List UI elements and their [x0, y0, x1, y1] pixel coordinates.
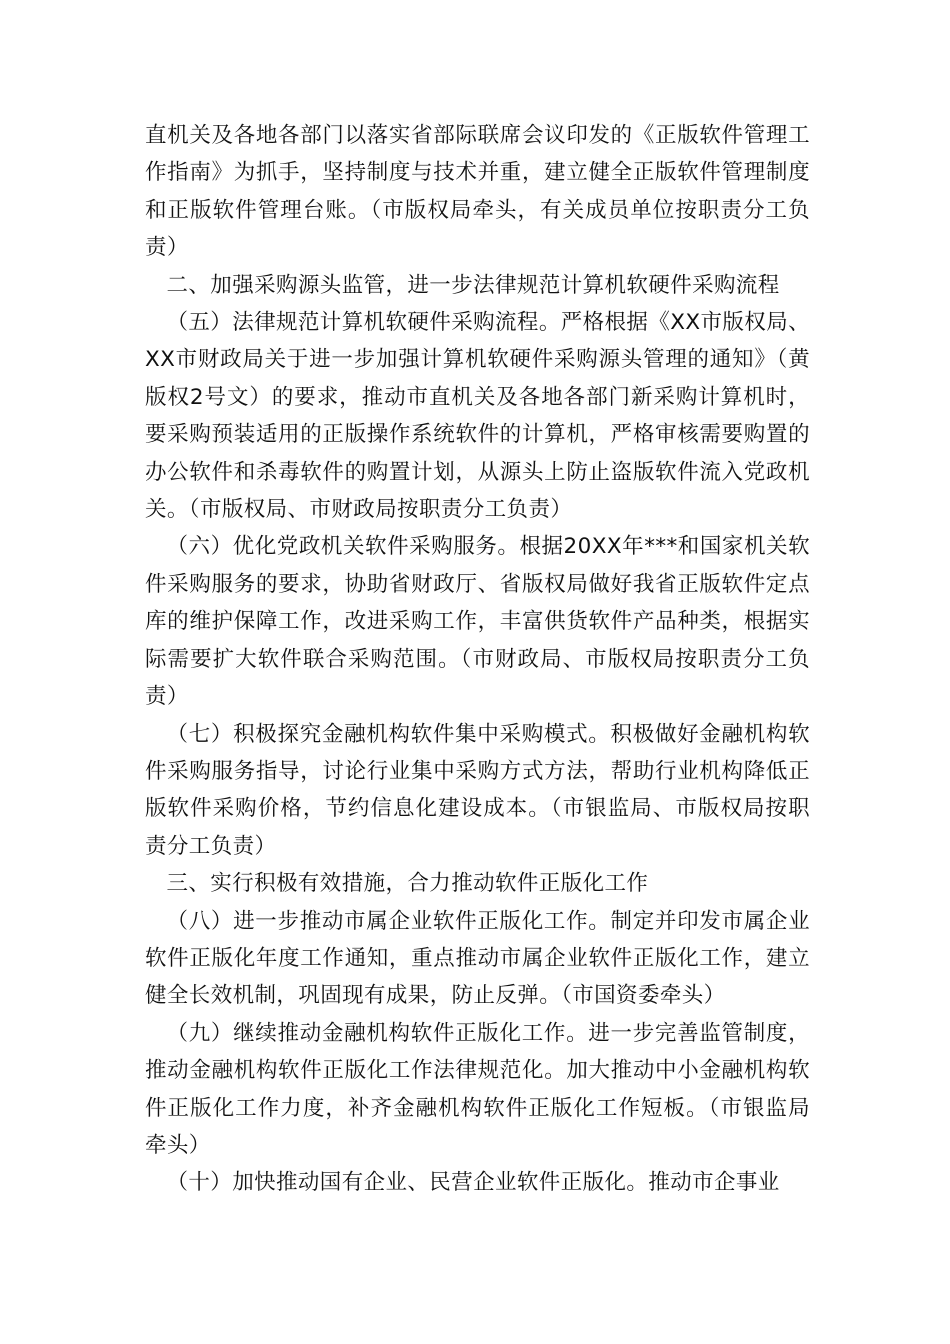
paragraph-item-8: （八）进一步推动市属企业软件正版化工作。制定并印发市属企业软件正版化年度工作通知，重点推动市属企业软件正版化工作，建立健全长效机制，巩固现有成果，防止反弹。（市国资委牵头） [145, 908, 810, 1009]
paragraph-item-9: （九）继续推动金融机构软件正版化工作。进一步完善监管制度，推动金融机构软件正版化工作法律规范化。加大推动中小金融机构软件正版化工作力度，补齐金融机构软件正版化工作短板。（市银监局牵头） [145, 1020, 810, 1158]
section-heading-2: 二、加强采购源头监管，进一步法律规范计算机软硬件采购流程 [166, 272, 780, 298]
paragraph-item-7: （七）积极探究金融机构软件集中采购模式。积极做好金融机构软件采购服务指导，讨论行业集中采购方式方法，帮助行业机构降低正版软件采购价格，节约信息化建设成本。（市银监局、市版权局按职责分工负责） [145, 721, 810, 859]
document-body [145, 117, 810, 1202]
paragraph-item-6: （六）优化党政机关软件采购服务。根据20XX年***和国家机关软件采购服务的要求，协助省财政厅、省版权局做好我省正版软件定点库的维护保障工作，改进采购工作，丰富供货软件产品种类，根据实际需要扩大软件联合采购范围。（市财政局、市版权局按职责分工负责） [145, 534, 810, 710]
paragraph-item-10: （十）加快推动国有企业、民营企业软件正版化。推动市企事业 [166, 1170, 780, 1196]
paragraph-continued: 直机关及各地各部门以落实省部际联席会议印发的《正版软件管理工作指南》为抓手，坚持制度与技术并重，建立健全正版软件管理制度和正版软件管理台账。（市版权局牵头，有关成员单位按职责分工负责） [145, 123, 810, 261]
section-heading-3: 三、实行积极有效措施，合力推动软件正版化工作 [166, 871, 649, 897]
paragraph-item-5: （五）法律规范计算机软硬件采购流程。严格根据《XX市版权局、XX市财政局关于进一步加强计算机软硬件采购源头管理的通知》（黄版权2号文）的要求，推动市直机关及各地各部门新采购计算机时，要采购预装适用的正版操作系统软件的计算机，严格审核需要购置的办公软件和杀毒软件的购置计划，从源头上防止盗版软件流入党政机关。（市版权局、市财政局按职责分工负责） [145, 310, 810, 523]
